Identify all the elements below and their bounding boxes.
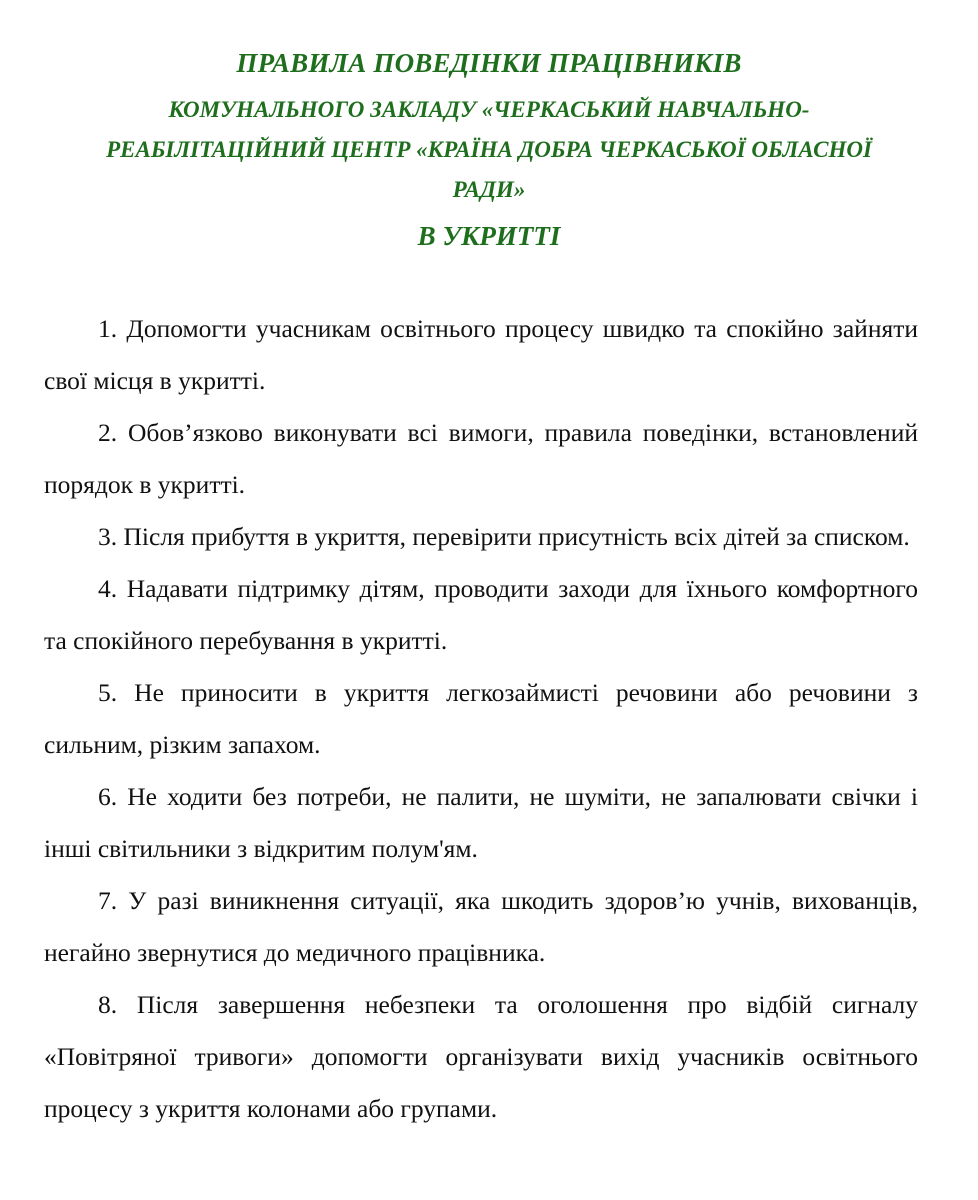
rule-number: 1.	[98, 314, 118, 343]
rule-text: Допомогти учасникам освітнього процесу швидко та спокійно зайняти свої місця в укритті.	[44, 314, 918, 395]
rules-list	[44, 303, 918, 1135]
rule-text: Обов’язково виконувати всі вимоги, правила поведінки, встановлений порядок в укритті.	[44, 418, 919, 499]
document-location-title: В УКРИТТІ	[417, 221, 561, 251]
rule-number: 4.	[98, 574, 118, 603]
rule-item-3	[44, 511, 918, 563]
rule-item-8	[44, 979, 918, 1135]
institution-name-line-2: РЕАБІЛІТАЦІЙНИЙ ЦЕНТР «КРАЇНА ДОБРА ЧЕРКАСЬКОЇ ОБЛАСНОЇ	[106, 137, 872, 162]
rule-text: Не ходити без потреби, не палити, не шуміти, не запалювати свічки і інші світильники з відкритим полум'ям.	[44, 782, 918, 863]
rule-number: 8.	[98, 990, 118, 1019]
institution-name-line-3: РАДИ»	[452, 177, 526, 202]
rule-text: У разі виникнення ситуації, яка шкодить здоров’ю учнів, вихованців, негайно звернутися до медичного працівника.	[44, 886, 918, 967]
rule-number: 6.	[98, 782, 118, 811]
document-header	[40, 42, 938, 256]
rule-number: 3.	[98, 522, 118, 551]
institution-name	[40, 90, 938, 210]
rule-text: Після завершення небезпеки та оголошення про відбій сигналу «Повітряної тривоги» допомогти організувати вихід учасників освітнього процесу з укриття колонами або групами.	[44, 990, 919, 1123]
rule-item-4	[44, 563, 918, 667]
institution-name-line-1: КОМУНАЛЬНОГО ЗАКЛАДУ «ЧЕРКАСЬКИЙ НАВЧАЛЬНО-	[168, 97, 810, 122]
document-title: ПРАВИЛА ПОВЕДІНКИ ПРАЦІВНИКІВ	[236, 48, 742, 78]
rule-item-6	[44, 771, 918, 875]
rule-number: 2.	[98, 418, 118, 447]
rule-item-5	[44, 667, 918, 771]
rule-text: Після прибуття в укриття, перевірити присутність всіх дітей за списком.	[123, 522, 910, 551]
rule-text: Надавати підтримку дітям, проводити заходи для їхнього комфортного та спокійного перебування в укритті.	[44, 574, 918, 655]
rule-item-1	[44, 303, 918, 407]
rule-text: Не приносити в укриття легкозаймисті речовини або речовини з сильним, різким запахом.	[44, 678, 919, 759]
rule-item-2	[44, 407, 918, 511]
rule-number: 5.	[98, 678, 118, 707]
rule-number: 7.	[98, 886, 118, 915]
rule-item-7	[44, 875, 918, 979]
